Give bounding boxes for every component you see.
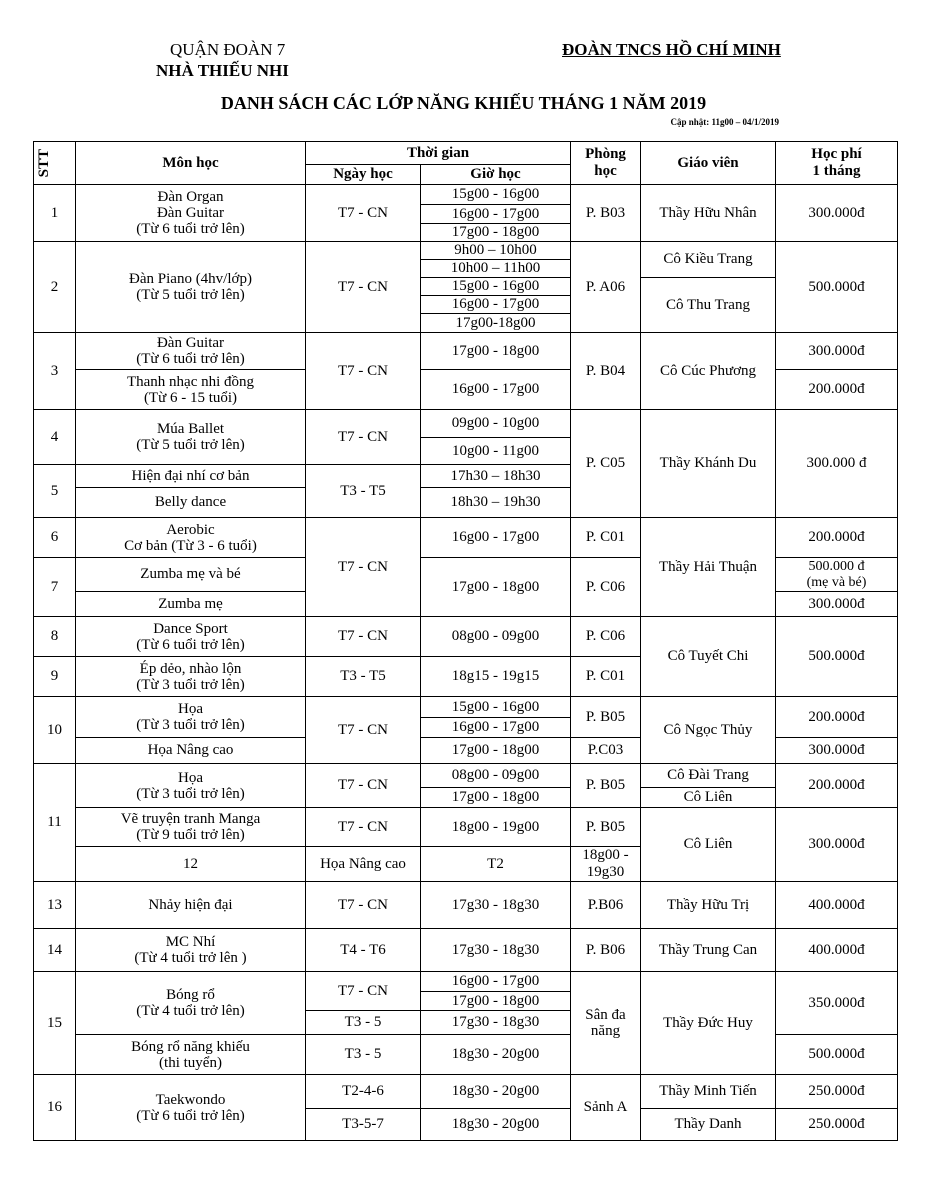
room-cell: P. C06 (571, 617, 641, 657)
stt-cell: 14 (34, 929, 76, 972)
day-cell: T3 - T5 (306, 657, 421, 697)
hour-cell: 17g00 - 18g00 (421, 333, 571, 370)
hour-cell: 18h30 – 19h30 (421, 488, 571, 518)
hour-cell: 10g00 - 11g00 (421, 438, 571, 465)
fee-cell: 250.000đ (776, 1075, 898, 1109)
hour-cell: 9h00 – 10h00 (421, 242, 571, 260)
fee-cell: 500.000 đ (mẹ và bé) (776, 558, 898, 592)
table-row (34, 764, 898, 788)
col-time: Thời gian (306, 142, 571, 165)
table-row (34, 617, 898, 657)
room-cell: P. C06 (571, 558, 641, 617)
subject-cell: Bóng rổ năng khiếu (thi tuyển) (76, 1035, 306, 1075)
col-day: Ngày học (306, 165, 421, 185)
subject-cell: Vẽ truyện tranh Manga (Từ 9 tuổi trở lên) (76, 808, 306, 847)
subject-cell: Họa (Từ 3 tuổi trở lên) (76, 697, 306, 738)
fee-cell: 250.000đ (776, 1109, 898, 1141)
subject-cell: Họa Nâng cao (306, 847, 421, 882)
hour-cell: 18g30 - 20g00 (421, 1075, 571, 1109)
table-row (34, 697, 898, 718)
hour-cell: 18g30 - 20g00 (421, 1109, 571, 1141)
subject-cell: Thanh nhạc nhi đồng (Từ 6 - 15 tuổi) (76, 370, 306, 410)
subject-cell: Belly dance (76, 488, 306, 518)
subject-cell: Nhảy hiện đại (76, 882, 306, 929)
fee-cell: 300.000đ (776, 592, 898, 617)
table-row (34, 972, 898, 992)
room-cell: P. C01 (571, 518, 641, 558)
col-fee: Học phí 1 tháng (776, 142, 898, 185)
day-cell: T2-4-6 (306, 1075, 421, 1109)
hour-cell: 08g00 - 09g00 (421, 617, 571, 657)
room-cell: P. B05 (571, 764, 641, 808)
table-row (34, 185, 898, 205)
hour-cell: 17g00 - 18g00 (421, 992, 571, 1011)
teacher-cell: Thầy Trung Can (641, 929, 776, 972)
room-cell: Sảnh A (571, 1075, 641, 1141)
hour-cell: 18g15 - 19g15 (421, 657, 571, 697)
subject-cell: Ép dẻo, nhào lộn (Từ 3 tuổi trở lên) (76, 657, 306, 697)
table-row (34, 518, 898, 558)
hour-cell: 16g00 - 17g00 (421, 718, 571, 738)
stt-cell: 2 (34, 242, 76, 333)
hour-cell: 15g00 - 16g00 (421, 697, 571, 718)
teacher-cell: Cô Tuyết Chi (641, 617, 776, 697)
stt-cell: 13 (34, 882, 76, 929)
hour-cell: 17g30 - 18g30 (421, 882, 571, 929)
hour-cell: 17g30 - 18g30 (421, 929, 571, 972)
fee-cell: 300.000đ (776, 808, 898, 882)
fee-cell: 200.000đ (776, 764, 898, 808)
day-cell: T7 - CN (306, 764, 421, 808)
org-left-line2: NHÀ THIẾU NHI (156, 61, 289, 80)
fee-cell: 300.000đ (776, 333, 898, 370)
teacher-cell: Cô Đài Trang (641, 764, 776, 788)
org-right: ĐOÀN TNCS HỒ CHÍ MINH (562, 40, 781, 59)
hour-cell: 18g00 - 19g30 (571, 847, 641, 882)
stt-cell: 7 (34, 558, 76, 617)
stt-cell: 9 (34, 657, 76, 697)
day-cell: T2 (421, 847, 571, 882)
page-title: DANH SÁCH CÁC LỚP NĂNG KHIẾU THÁNG 1 NĂM 2019 (220, 93, 707, 113)
day-cell: T7 - CN (306, 972, 421, 1011)
table-row (34, 333, 898, 370)
room-cell: P.C03 (571, 738, 641, 764)
hour-cell: 16g00 - 17g00 (421, 205, 571, 224)
teacher-cell: Thầy Đức Huy (641, 972, 776, 1075)
day-cell: T7 - CN (306, 333, 421, 410)
day-cell: T7 - CN (306, 808, 421, 847)
fee-cell: 300.000đ (776, 185, 898, 242)
day-cell: T7 - CN (306, 697, 421, 764)
hour-cell: 17g00-18g00 (421, 314, 571, 333)
day-cell: T3 - T5 (306, 465, 421, 518)
col-subject: Môn học (76, 142, 306, 185)
hour-cell: 15g00 - 16g00 (421, 185, 571, 205)
org-left-line1: QUẬN ĐOÀN 7 (170, 40, 286, 59)
fee-cell: 500.000đ (776, 617, 898, 697)
room-cell: P. B06 (571, 929, 641, 972)
hour-cell: 16g00 - 17g00 (421, 370, 571, 410)
subject-cell: Taekwondo (Từ 6 tuổi trở lên) (76, 1075, 306, 1141)
fee-cell: 500.000đ (776, 1035, 898, 1075)
subject-cell: Họa Nâng cao (76, 738, 306, 764)
hour-cell: 17g00 - 18g00 (421, 788, 571, 808)
day-cell: T7 - CN (306, 518, 421, 617)
col-stt: STT (34, 142, 76, 185)
table-row (34, 410, 898, 438)
stt-cell: 4 (34, 410, 76, 465)
hour-cell: 18g30 - 20g00 (421, 1035, 571, 1075)
teacher-cell: Cô Liên (641, 788, 776, 808)
teacher-cell: Cô Ngọc Thủy (641, 697, 776, 764)
table-row (34, 929, 898, 972)
day-cell: T7 - CN (306, 242, 421, 333)
table-row (34, 882, 898, 929)
subject-cell: Zumba mẹ (76, 592, 306, 617)
room-cell: P. A06 (571, 242, 641, 333)
hour-cell: 18g00 - 19g00 (421, 808, 571, 847)
stt-cell: 3 (34, 333, 76, 410)
fee-cell: 300.000 đ (776, 410, 898, 518)
fee-cell: 200.000đ (776, 370, 898, 410)
day-cell: T7 - CN (306, 882, 421, 929)
subject-cell: Dance Sport (Từ 6 tuổi trở lên) (76, 617, 306, 657)
subject-cell: MC Nhí (Từ 4 tuổi trở lên ) (76, 929, 306, 972)
day-cell: T3 - 5 (306, 1011, 421, 1035)
hour-cell: 17g30 - 18g30 (421, 1011, 571, 1035)
fee-cell: 500.000đ (776, 242, 898, 333)
stt-cell: 12 (76, 847, 306, 882)
hour-cell: 10h00 – 11h00 (421, 260, 571, 278)
hour-cell: 16g00 - 17g00 (421, 518, 571, 558)
hour-cell: 15g00 - 16g00 (421, 278, 571, 296)
teacher-cell: Thầy Danh (641, 1109, 776, 1141)
subject-cell: Hiện đại nhí cơ bản (76, 465, 306, 488)
room-cell: P.B06 (571, 882, 641, 929)
hour-cell: 16g00 - 17g00 (421, 972, 571, 992)
teacher-cell: Thầy Hữu Trị (641, 882, 776, 929)
class-schedule-table (33, 141, 898, 1141)
hour-cell: 08g00 - 09g00 (421, 764, 571, 788)
stt-cell: 5 (34, 465, 76, 518)
fee-cell: 400.000đ (776, 929, 898, 972)
day-cell: T3-5-7 (306, 1109, 421, 1141)
subject-cell: Aerobic Cơ bản (Từ 3 - 6 tuổi) (76, 518, 306, 558)
subject-cell: Họa (Từ 3 tuổi trở lên) (76, 764, 306, 808)
teacher-cell: Thầy Hữu Nhân (641, 185, 776, 242)
fee-cell: 200.000đ (776, 697, 898, 738)
teacher-cell: Cô Thu Trang (641, 278, 776, 333)
stt-cell: 11 (34, 764, 76, 882)
teacher-cell: Thầy Hải Thuận (641, 518, 776, 617)
table-row (34, 242, 898, 260)
room-cell: P. B04 (571, 333, 641, 410)
room-cell: P. B05 (571, 697, 641, 738)
hour-cell: 09g00 - 10g00 (421, 410, 571, 438)
day-cell: T7 - CN (306, 410, 421, 465)
teacher-cell: Cô Liên (641, 808, 776, 882)
teacher-cell: Thầy Minh Tiến (641, 1075, 776, 1109)
stt-cell: 15 (34, 972, 76, 1075)
teacher-cell: Cô Kiều Trang (641, 242, 776, 278)
table-row (34, 1075, 898, 1109)
hour-cell: 17h30 – 18h30 (421, 465, 571, 488)
day-cell: T7 - CN (306, 617, 421, 657)
update-note: Cập nhật: 11g00 – 04/1/2019 (670, 117, 779, 127)
col-hour: Giờ học (421, 165, 571, 185)
fee-cell: 400.000đ (776, 882, 898, 929)
teacher-cell: Thầy Khánh Du (641, 410, 776, 518)
col-teacher: Giáo viên (641, 142, 776, 185)
teacher-cell: Cô Cúc Phương (641, 333, 776, 410)
subject-cell: Múa Ballet (Từ 5 tuổi trở lên) (76, 410, 306, 465)
fee-cell: 200.000đ (776, 518, 898, 558)
hour-cell: 17g00 - 18g00 (421, 558, 571, 617)
hour-cell: 16g00 - 17g00 (421, 296, 571, 314)
room-cell: P. B05 (571, 808, 641, 847)
subject-cell: Bóng rổ (Từ 4 tuổi trở lên) (76, 972, 306, 1035)
stt-cell: 1 (34, 185, 76, 242)
subject-cell: Đàn Piano (4hv/lớp) (Từ 5 tuổi trở lên) (76, 242, 306, 333)
stt-cell: 16 (34, 1075, 76, 1141)
fee-cell: 300.000đ (776, 738, 898, 764)
stt-cell: 8 (34, 617, 76, 657)
day-cell: T3 - 5 (306, 1035, 421, 1075)
room-cell: P. C05 (571, 410, 641, 518)
col-room: Phòng học (571, 142, 641, 185)
fee-cell: 350.000đ (776, 972, 898, 1035)
hour-cell: 17g00 - 18g00 (421, 224, 571, 242)
subject-cell: Đàn Organ Đàn Guitar (Từ 6 tuổi trở lên) (76, 185, 306, 242)
room-cell: P. C01 (571, 657, 641, 697)
room-cell: Sân đa năng (571, 972, 641, 1075)
subject-cell: Zumba mẹ và bé (76, 558, 306, 592)
day-cell: T7 - CN (306, 185, 421, 242)
room-cell: P. B03 (571, 185, 641, 242)
stt-cell: 6 (34, 518, 76, 558)
subject-cell: Đàn Guitar (Từ 6 tuổi trở lên) (76, 333, 306, 370)
header-row (34, 142, 898, 165)
hour-cell: 17g00 - 18g00 (421, 738, 571, 764)
stt-cell: 10 (34, 697, 76, 764)
day-cell: T4 - T6 (306, 929, 421, 972)
